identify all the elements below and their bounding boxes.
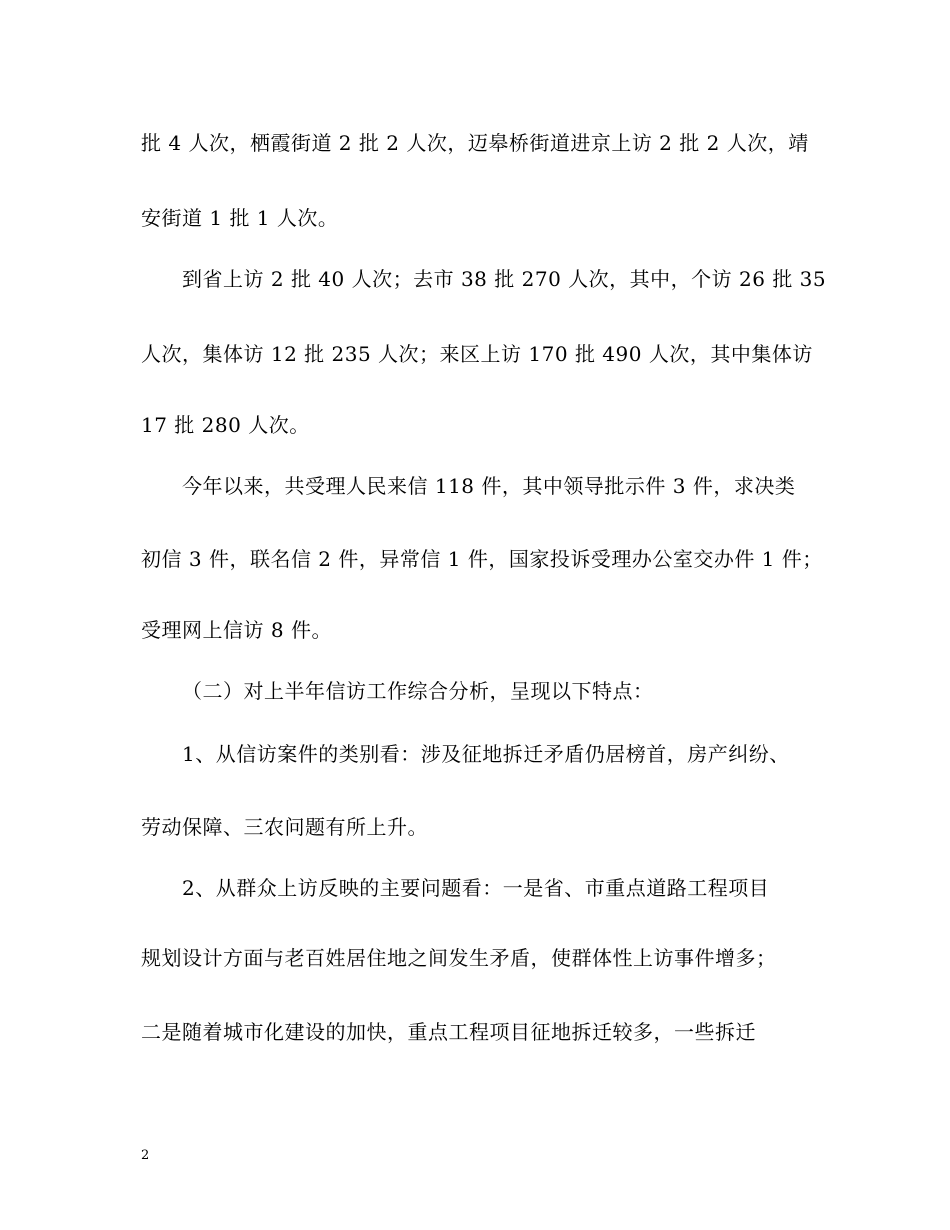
page-number: 2 (141, 1148, 150, 1163)
text-line: 初信 3 件，联名信 2 件，异常信 1 件，国家投诉受理办公室交办件 1 件； (141, 547, 823, 571)
text-line: 受理网上信访 8 件。 (141, 618, 332, 642)
text-line: 人次，集体访 12 批 235 人次；来区上访 170 批 490 人次，其中集体访 (141, 342, 813, 366)
text-line: 规划设计方面与老百姓居住地之间发生矛盾，使群体性上访事件增多； (141, 946, 777, 970)
text-line: 17 批 280 人次。 (141, 413, 310, 437)
text-line: 劳动保障、三农问题有所上升。 (141, 815, 428, 839)
paragraph-start-line: 2、从群众上访反映的主要问题看：一是省、市重点道路工程项目 (182, 876, 770, 900)
text-line: 安街道 1 批 1 人次。 (141, 206, 339, 230)
text-line: 批 4 人次，栖霞街道 2 批 2 人次，迈皋桥街道进京上访 2 批 2 人次，靖 (141, 131, 809, 155)
text-line: 二是随着城市化建设的加快，重点工程项目征地拆迁较多，一些拆迁 (141, 1020, 756, 1044)
paragraph-start-line: 今年以来，共受理人民来信 118 件，其中领导批示件 3 件，求决类 (182, 474, 796, 498)
paragraph-start-line: 到省上访 2 批 40 人次；去市 38 批 270 人次，其中，个访 26 批 35 (182, 267, 827, 291)
section-heading: （二）对上半年信访工作综合分析，呈现以下特点： (182, 679, 654, 703)
paragraph-start-line: 1、从信访案件的类别看：涉及征地拆迁矛盾仍居榜首，房产纠纷、 (182, 742, 790, 766)
